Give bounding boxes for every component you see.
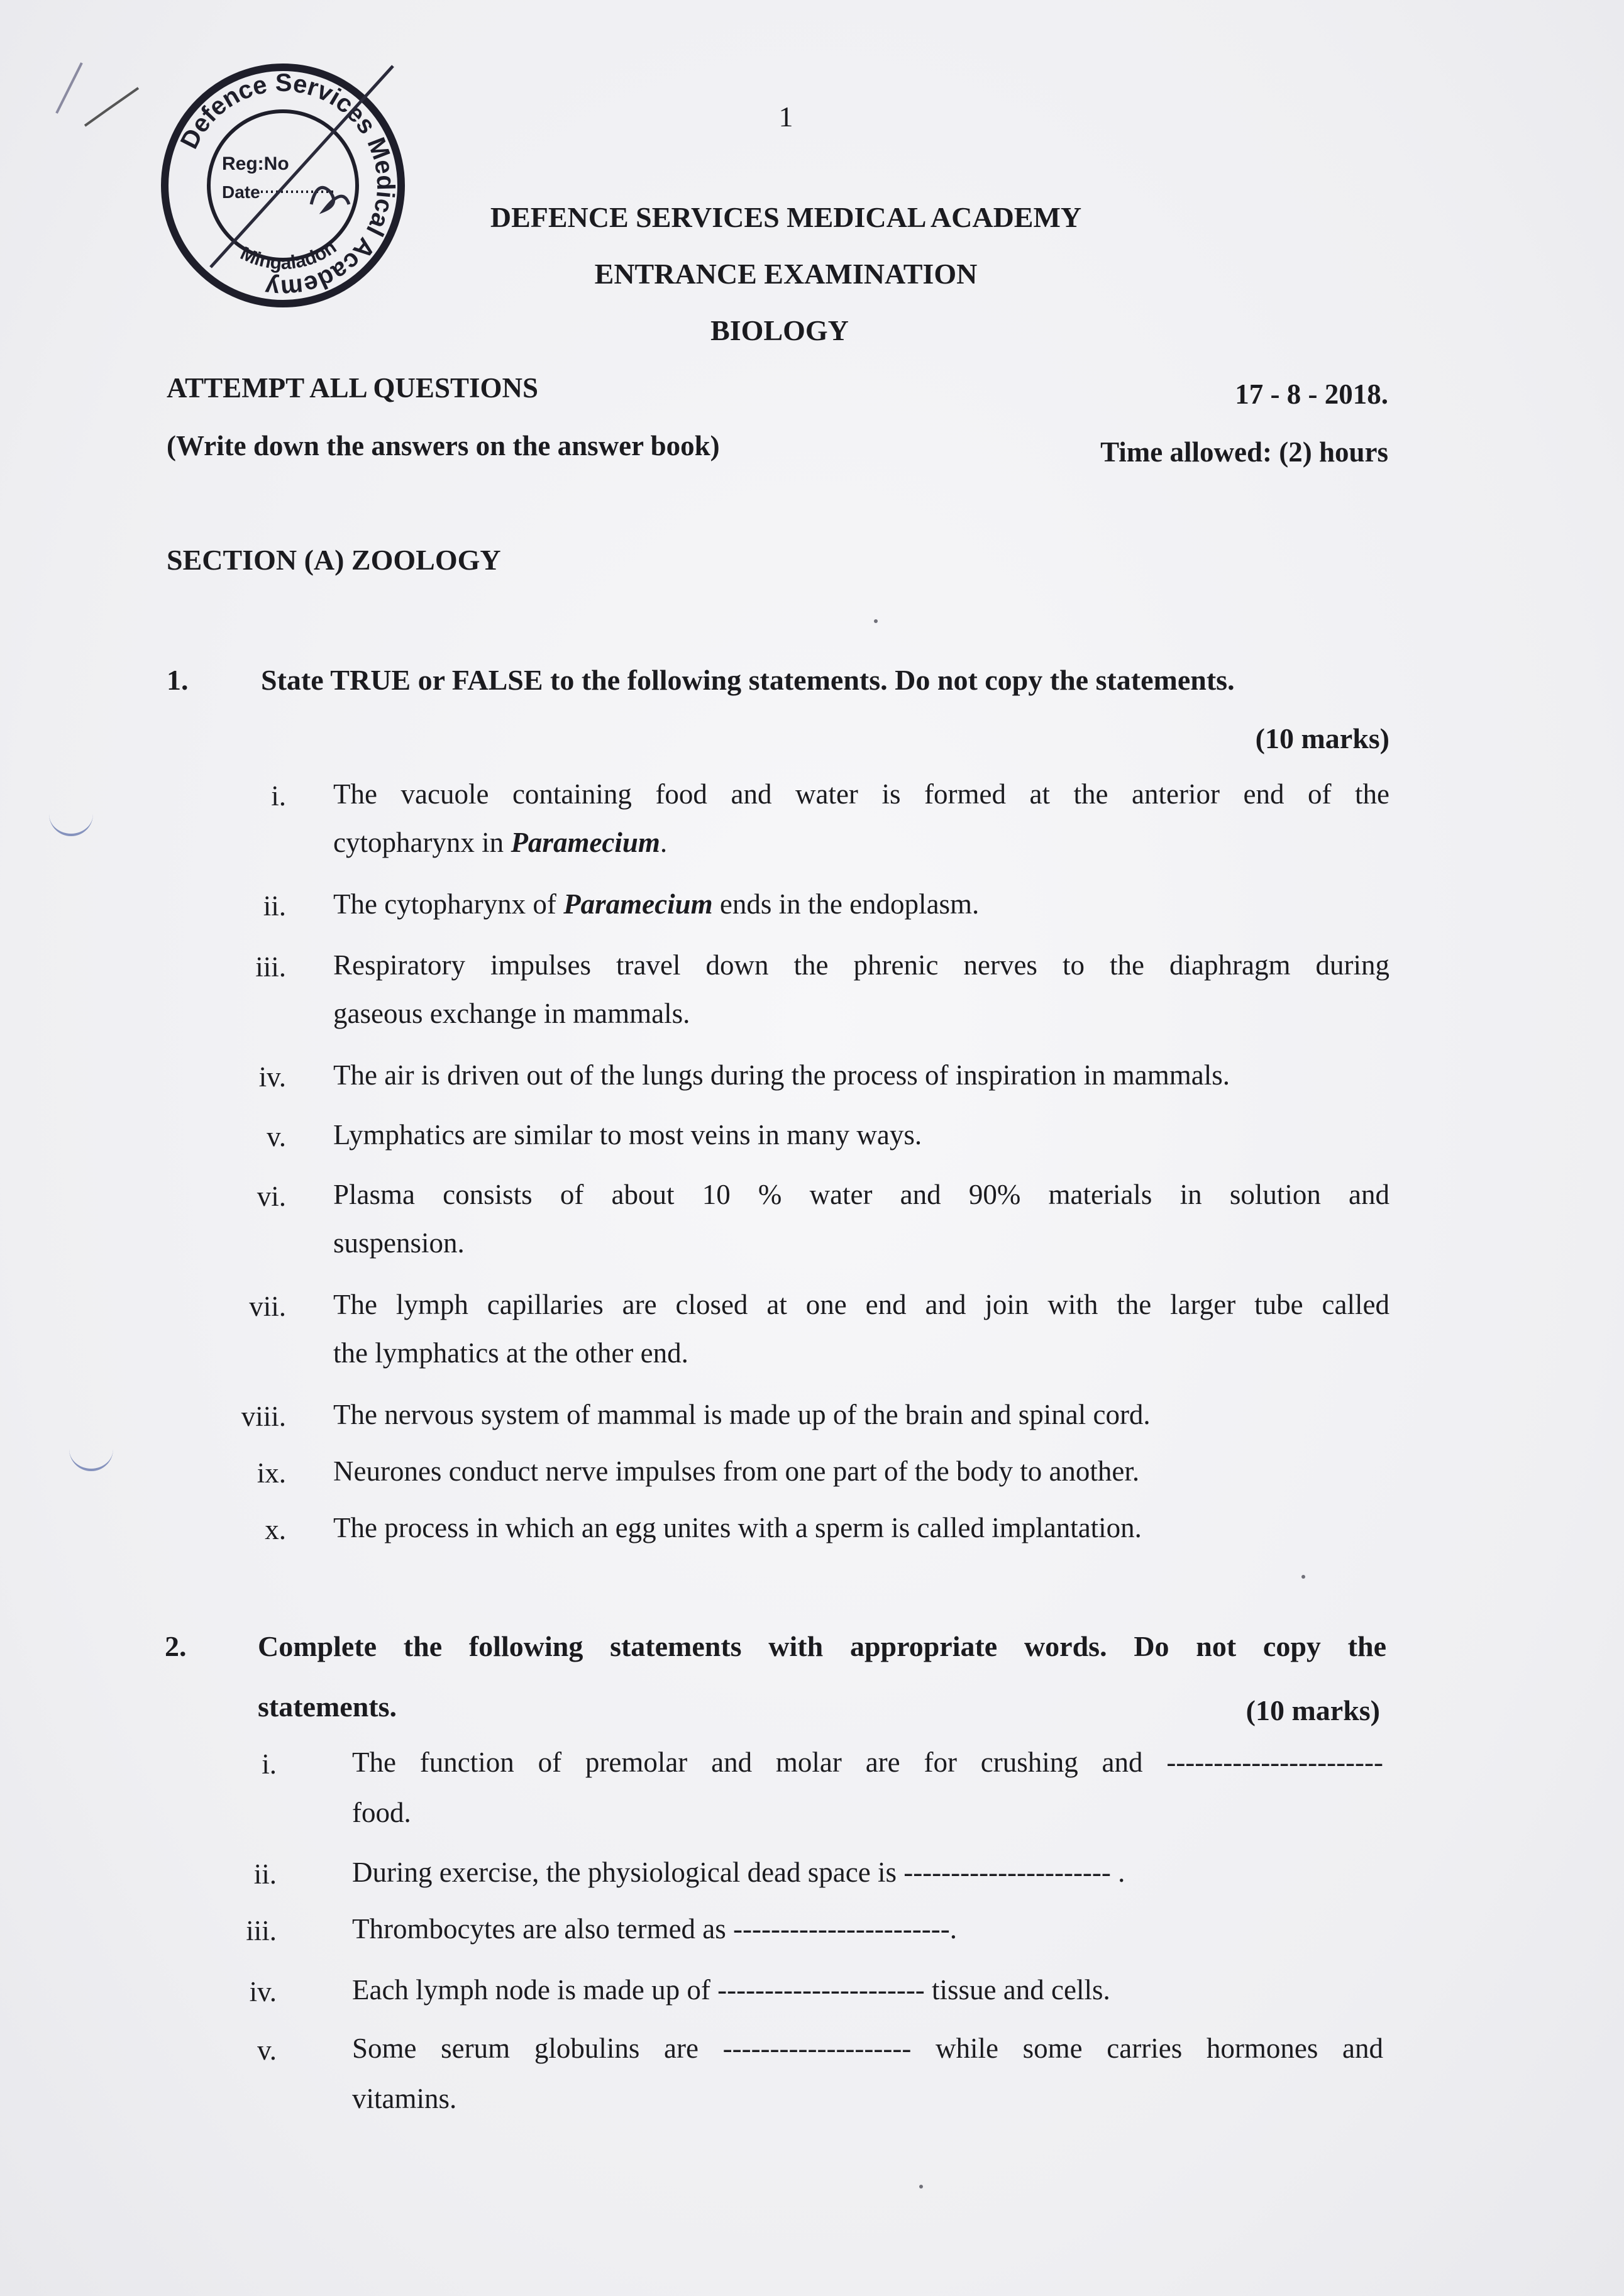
statement-line: Respiratory impulses travel down the phrenic nerves to the diaphragm during — [333, 949, 1389, 981]
item-label: vii. — [249, 1291, 286, 1322]
species-name: Paramecium — [511, 827, 660, 858]
statement-line: food. — [352, 1797, 411, 1828]
statement-line: The cytopharynx of Paramecium ends in the endoplasm. — [333, 888, 980, 920]
item-label: iii. — [255, 951, 286, 983]
statement-line: suspension. — [333, 1227, 465, 1259]
scan-speck — [1301, 1575, 1305, 1579]
statement-line: gaseous exchange in mammals. — [333, 998, 690, 1029]
question-prompt-continued: statements. — [258, 1691, 397, 1723]
statement-line: The vacuole containing food and water is formed at the anterior end of the — [333, 778, 1389, 810]
instruction-text: ATTEMPT ALL QUESTIONS — [167, 372, 539, 404]
item-label: v. — [267, 1121, 286, 1152]
item-label: iii. — [246, 1915, 277, 1946]
question-number: 1. — [167, 664, 189, 696]
statement-line: The nervous system of mammal is made up of the brain and spinal cord. — [333, 1399, 1151, 1430]
item-label: i. — [271, 780, 286, 812]
exam-date: 17 - 8 - 2018. — [1235, 378, 1388, 410]
exam-title: ENTRANCE EXAMINATION — [594, 258, 978, 290]
item-label: v. — [257, 2034, 277, 2066]
page-number: 1 — [778, 101, 793, 133]
handwritten-tick-mark — [44, 50, 163, 145]
stamp-reg-label: Reg:No — [222, 153, 289, 174]
statement-line: The process in which an egg unites with a sperm is called implantation. — [333, 1512, 1142, 1543]
statement-line: Plasma consists of about 10 % water and 90% materials in solution and — [333, 1179, 1389, 1210]
question-marks: (10 marks) — [1255, 722, 1389, 754]
statement-line: Lymphatics are similar to most veins in many ways. — [333, 1119, 922, 1151]
subject-title: BIOLOGY — [710, 314, 849, 346]
species-name: Paramecium — [563, 888, 713, 920]
stamp-ring-text: Defence Services Medical Academy — [175, 69, 400, 302]
statement-line: During exercise, the physiological dead space is ---------------------- . — [352, 1857, 1125, 1888]
item-label: iv. — [258, 1061, 286, 1093]
stamp-date-label: Date — [222, 182, 260, 202]
statement-line: Each lymph node is made up of ---------------------- tissue and cells. — [352, 1974, 1110, 2006]
statement-line: cytopharynx in Paramecium. — [333, 827, 668, 858]
time-allowed: Time allowed: (2) hours — [1100, 436, 1388, 468]
item-label: i. — [262, 1748, 277, 1780]
statement-line: The function of premolar and molar are for crushing and ----------------------- — [352, 1747, 1383, 1778]
statement-line: Some serum globulins are -------------------- while some carries hormones and — [352, 2033, 1383, 2064]
item-label: iv. — [249, 1976, 277, 2007]
scan-speck — [919, 2185, 923, 2188]
question-prompt: State TRUE or FALSE to the following statements. Do not copy the statements. — [261, 664, 1235, 696]
statement-line: the lymphatics at the other end. — [333, 1337, 688, 1369]
question-number: 2. — [165, 1630, 187, 1662]
item-label: viii. — [241, 1401, 286, 1432]
scan-speck — [874, 619, 878, 623]
item-label: ii. — [263, 890, 286, 922]
item-label: ix. — [257, 1457, 286, 1489]
institution-title: DEFENCE SERVICES MEDICAL ACADEMY — [490, 201, 1082, 233]
question-marks: (10 marks) — [1246, 1694, 1380, 1726]
item-label: vi. — [257, 1181, 286, 1212]
statement-line: Thrombocytes are also termed as -----------------------. — [352, 1913, 957, 1945]
statement-line: The lymph capillaries are closed at one end and join with the larger tube called — [333, 1289, 1389, 1320]
statement-line: The air is driven out of the lungs during the process of inspiration in mammals. — [333, 1059, 1230, 1091]
statement-line: Neurones conduct nerve impulses from one part of the body to another. — [333, 1455, 1140, 1487]
answer-book-note: (Write down the answers on the answer book) — [167, 430, 720, 461]
academy-stamp — [154, 60, 412, 311]
section-title: SECTION (A) ZOOLOGY — [167, 544, 501, 576]
stamp-bottom-text: Mingaladon — [237, 236, 341, 274]
statement-line: vitamins. — [352, 2083, 457, 2114]
item-label: ii. — [253, 1858, 277, 1890]
question-prompt: Complete the following statements with appropriate words. Do not copy the — [258, 1630, 1386, 1662]
item-label: x. — [265, 1514, 286, 1545]
